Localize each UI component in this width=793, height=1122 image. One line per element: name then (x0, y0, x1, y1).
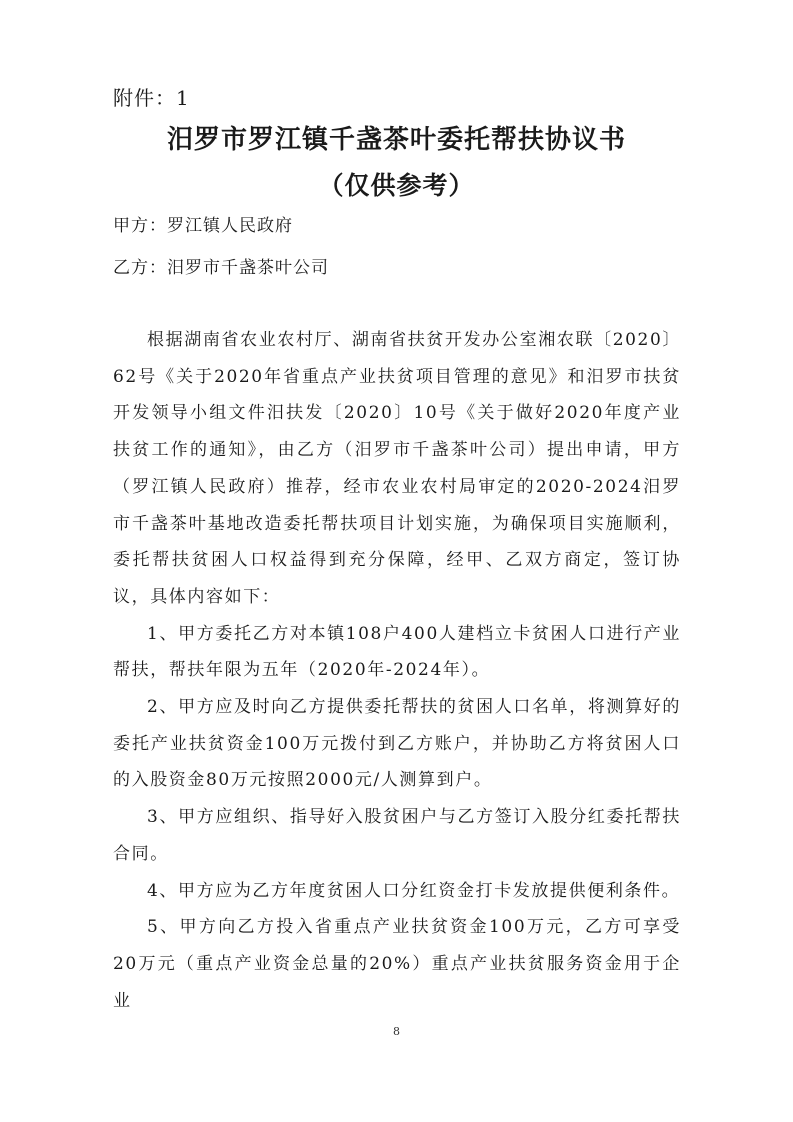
paragraph-clause-5: 5、甲方向乙方投入省重点产业扶贫资金100万元，乙方可享受20万元（重点产业资金总量的20%）重点产业扶贫服务资金用于企业 (113, 917, 681, 1011)
document-title: 汨罗市罗江镇千盏茶叶委托帮扶协议书 (166, 125, 626, 155)
paragraph-clause-3: 3、甲方应组织、指导好入股贫困户与乙方签订入股分红委托帮扶合同。 (113, 807, 681, 864)
paragraph-clause-1: 1、甲方委托乙方对本镇108户400人建档立卡贫困人口进行产业帮扶，帮扶年限为五年（2020年-2024年）。 (113, 623, 681, 681)
agreement-body (113, 322, 681, 1019)
paragraph-clause-4: 4、甲方应为乙方年度贫困人口分红资金打卡发放提供便利条件。 (147, 880, 681, 901)
party-b: 乙方：汨罗市千盏茶叶公司 (113, 258, 329, 278)
paragraph-clause-2: 2、甲方应及时向乙方提供委托帮扶的贫困人口名单，将测算好的委托产业扶贫资金100万元拨付到乙方账户，并协助乙方将贫困人口的入股资金80万元按照2000元/人测算到户。 (113, 697, 681, 791)
document-subtitle: （仅供参考） (318, 171, 475, 200)
attachment-label: 附件：1 (113, 86, 190, 110)
paragraph-intro: 根据湖南省农业农村厅、湖南省扶贫开发办公室湘农联〔2020〕62号《关于2020年省重点产业扶贫项目管理的意见》和汨罗市扶贫开发领导小组文件汨扶发〔2020〕10号《关于做好2020年度产业扶贫工作的通知》，由乙方（汨罗市千盏茶叶公司）提出申请，甲方（罗江镇人民政府）推荐，经市农业农村局审定的2020-2024汨罗市千盏茶叶基地改造委托帮扶项目计划实施，为确保项目实施顺利，委托帮扶贫困人口权益得到充分保障，经甲、乙双方商定，签订协议，具体内容如下： (113, 330, 681, 607)
party-a: 甲方：罗江镇人民政府 (113, 216, 293, 236)
page-number: 8 (393, 1025, 400, 1038)
